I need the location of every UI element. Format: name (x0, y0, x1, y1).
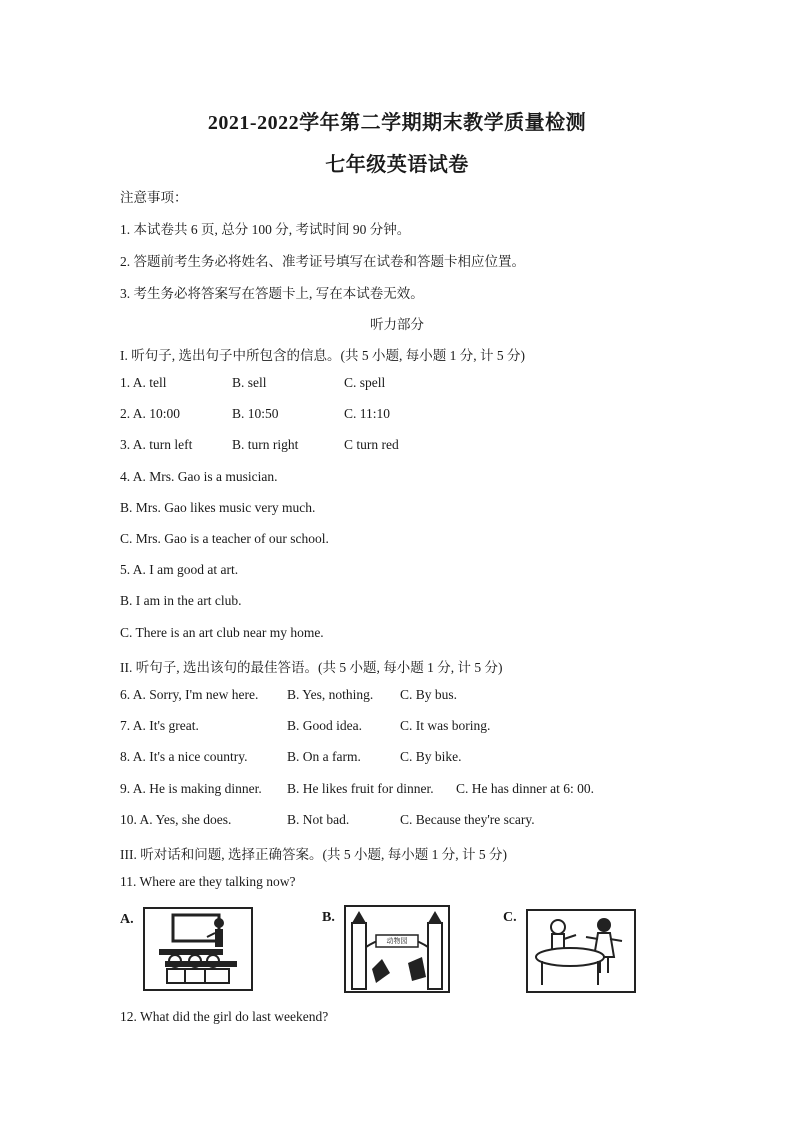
q11-label-b: B. (322, 910, 335, 925)
q1-option-b: B. sell (232, 375, 267, 390)
q2-option-b: B. 10:50 (232, 406, 279, 421)
q11-question: 11. Where are they talking now? (120, 874, 296, 889)
dining-picture (526, 909, 636, 993)
q4-option-a: 4. A. Mrs. Gao is a musician. (120, 469, 278, 484)
q2-option-a: 2. A. 10:00 (120, 406, 181, 421)
q8-option-b: B. On a farm. (287, 749, 361, 764)
q11-label-a: A. (120, 912, 134, 927)
zoo-picture (344, 905, 450, 993)
q12-question: 12. What did the girl do last weekend? (120, 1009, 329, 1024)
q3-option-b: B. turn right (232, 437, 299, 452)
q10-option-c: C. Because they're scary. (400, 812, 535, 827)
q6-option-b: B. Yes, nothing. (287, 687, 374, 702)
q5-option-b: B. I am in the art club. (120, 593, 242, 608)
q8-option-c: C. By bike. (400, 749, 462, 764)
q5-option-c: C. There is an art club near my home. (120, 625, 324, 640)
q5-option-a: 5. A. I am good at art. (120, 562, 239, 577)
q1-option-a: 1. A. tell (120, 375, 167, 390)
q4-option-b: B. Mrs. Gao likes music very much. (120, 500, 316, 515)
q1-option-c: C. spell (344, 375, 386, 390)
q6-option-a: 6. A. Sorry, I'm new here. (120, 687, 259, 702)
q3-option-a: 3. A. turn left (120, 437, 193, 452)
q9-option-a: 9. A. He is making dinner. (120, 781, 262, 796)
section3-heading: III. 听对话和问题, 选择正确答案。(共 5 小题, 每小题 1 分, 计 5 分) (120, 847, 507, 862)
q11-label-c: C. (503, 910, 517, 925)
zoo-sign-text: 动物园 (386, 937, 408, 945)
q10-option-a: 10. A. Yes, she does. (120, 812, 232, 827)
notice-item-2: 2. 答题前考生务必将姓名、准考证号填写在试卷和答题卡相应位置。 (120, 254, 525, 269)
q9-option-b: B. He likes fruit for dinner. (287, 781, 434, 796)
exam-title: 2021-2022学年第二学期期末教学质量检测 (207, 112, 587, 134)
q4-option-c: C. Mrs. Gao is a teacher of our school. (120, 531, 329, 546)
listening-heading: 听力部分 (370, 317, 424, 332)
notice-heading: 注意事项： (120, 190, 188, 205)
section1-heading: I. 听句子, 选出句子中所包含的信息。(共 5 小题, 每小题 1 分, 计 5 分) (120, 348, 525, 363)
q2-option-c: C. 11:10 (344, 406, 391, 421)
q7-option-c: C. It was boring. (400, 718, 491, 733)
q8-option-a: 8. A. It's a nice country. (120, 749, 248, 764)
q3-option-c: C turn red (344, 437, 399, 452)
exam-subtitle: 七年级英语试卷 (325, 154, 469, 176)
notice-item-1: 1. 本试卷共 6 页, 总分 100 分, 考试时间 90 分钟。 (120, 222, 411, 237)
q6-option-c: C. By bus. (400, 687, 458, 702)
q10-option-b: B. Not bad. (287, 812, 350, 827)
q7-option-b: B. Good idea. (287, 718, 362, 733)
notice-item-3: 3. 考生务必将答案写在答题卡上, 写在本试卷无效。 (120, 286, 424, 301)
section2-heading: II. 听句子, 选出该句的最佳答语。(共 5 小题, 每小题 1 分, 计 5 分) (120, 660, 503, 675)
q9-option-c: C. He has dinner at 6: 00. (456, 781, 594, 796)
classroom-picture (143, 907, 253, 991)
q7-option-a: 7. A. It's great. (120, 718, 199, 733)
